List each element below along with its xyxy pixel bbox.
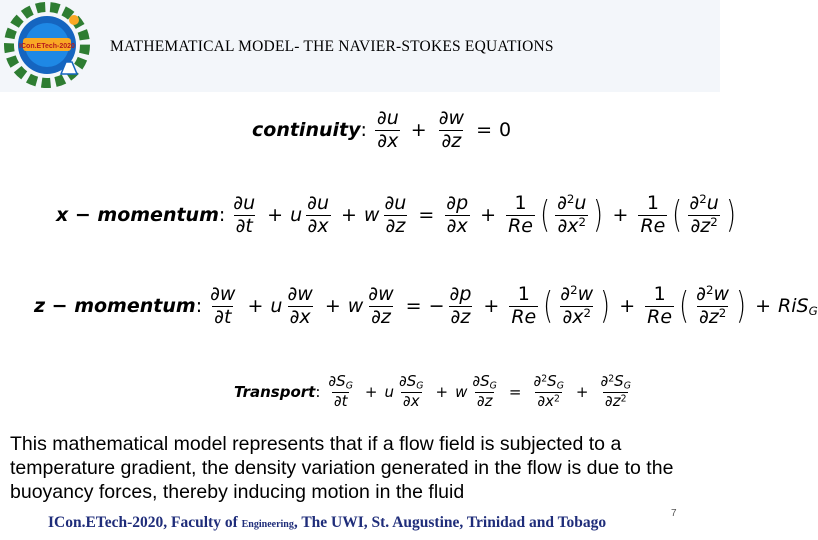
logo-text: ICon.ETech-2020 (19, 43, 75, 50)
slide-header (0, 0, 720, 92)
z-momentum-equation: z − momentum : $\frac{\partial w}{\partial t}$ + u $\frac{\partial w}{\partial x}$ + w $\frac{\partial w}{\partial z}$ = − $\frac{\partial p}{\partial z}$ + $\frac{1}{Re}$ ( $\frac{\partial^2w}{\partial x^2}$ ) + $\frac{1}{Re}$ ( $\frac{\partial^2w}{\partial z^2}$ ) + RiS$_G$ (34, 283, 818, 328)
footer-text-part3: , The UWI, St. Augustine, Trinidad and Tobago (293, 514, 607, 531)
footer-text-part2: Engineering (241, 519, 294, 530)
z-momentum-label: z − momentum (34, 295, 196, 318)
model-description: This mathematical model represents that if a flow field is subjected to a temperature gradient, the density variation generated in the flow is due to the buoyancy forces, thereby inducing motion in the fluid (10, 433, 674, 503)
x-momentum-label: x − momentum (56, 204, 219, 227)
continuity-label: continuity (252, 119, 361, 142)
continuity-equation: continuity : $\frac{\partial u}{\partial x}$ + $\frac{\partial w}{\partial z}$ = 0 (252, 107, 512, 152)
page-number: 7 (671, 508, 677, 519)
footer-text-part1: ICon.ETech-2020, Faculty of (48, 514, 242, 531)
slide-footer (48, 514, 678, 532)
x-momentum-equation: x − momentum : $\frac{\partial u}{\partial t}$ + u $\frac{\partial u}{\partial x}$ + w $\frac{\partial u}{\partial z}$ = $\frac{\partial p}{\partial x}$ + $\frac{1}{Re}$ ( $\frac{\partial^2u}{\partial x^2}$ ) + $\frac{1}{Re}$ ( $\frac{\partial^2u}{\partial z^2}$ ) (56, 192, 736, 237)
slide-title: MATHEMATICAL MODEL- THE NAVIER-STOKES EQUATIONS (110, 38, 554, 55)
transport-equation: Transport : $\frac{\partial S_G}{\partial t}$ + u $\frac{\partial S_G}{\partial x}$ + w $\frac{\partial S_G}{\partial z}$ = $\frac{\partial^2S_G}{\partial x^2}$ + $\frac{\partial^2S_G}{\partial z^2}$ (234, 372, 631, 410)
conference-logo-icon (4, 2, 90, 88)
transport-label: Transport (234, 382, 316, 401)
